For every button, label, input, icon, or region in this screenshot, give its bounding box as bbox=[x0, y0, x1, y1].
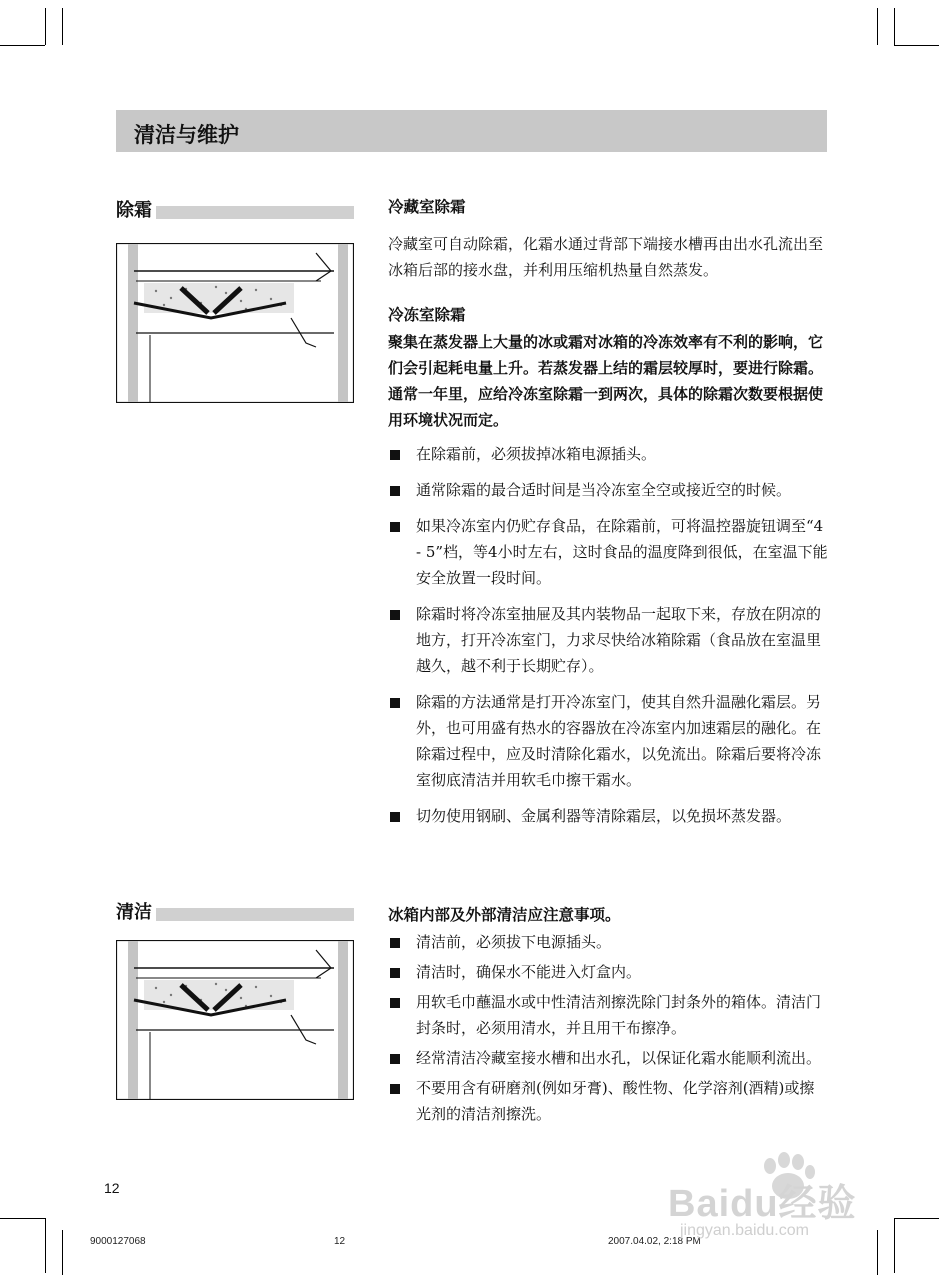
freezer-defrost-list bbox=[388, 441, 828, 829]
crop-mark bbox=[45, 1218, 46, 1273]
list-item: 除霜的方法通常是打开冷冻室门，使其自然升温融化霜层。另外，也可用盛有热水的容器放在冷冻室内加速霜层的融化。在除霜过程中，应及时清除化霜水，以免流出。除霜后要将冷冻室彻底清洁并用软毛巾擦干霜水。 bbox=[388, 689, 828, 793]
footer-date: 2007.04.02, 2:18 PM bbox=[608, 1236, 701, 1247]
list-item: 除霜时将冷冻室抽屉及其内装物品一起取下来，存放在阴凉的地方，打开冷冻室门，力求尽快给冰箱除霜（食品放在室温里越久，越不利于长期贮存）。 bbox=[388, 601, 828, 679]
crop-mark bbox=[0, 45, 45, 46]
list-item: 切勿使用钢刷、金属利器等清除霜层，以免损坏蒸发器。 bbox=[388, 803, 828, 829]
bullet-square-icon bbox=[390, 998, 400, 1008]
fridge-defrost-text: 冷藏室可自动除霜，化霜水通过背部下端接水槽再由出水孔流出至冰箱后部的接水盘，并利用压缩机热量自然蒸发。 bbox=[388, 235, 824, 279]
bullet-square-icon bbox=[390, 938, 400, 948]
defrost-column bbox=[388, 195, 828, 829]
crop-mark bbox=[894, 1218, 939, 1219]
crop-mark bbox=[45, 8, 46, 45]
list-item: 经常清洁冷藏室接水槽和出水孔，以保证化霜水能顺利流出。 bbox=[388, 1045, 828, 1071]
list-item: 用软毛巾蘸温水或中性清洁剂擦洗除门封条外的箱体。清洁门封条时，必须用清水，并且用干布擦净。 bbox=[388, 989, 828, 1041]
watermark-url: jingyan.baidu.com bbox=[680, 1222, 809, 1239]
crop-mark bbox=[62, 8, 63, 45]
cleaning-list bbox=[388, 929, 828, 1127]
defrost-illustration bbox=[116, 243, 354, 403]
cleaning-column bbox=[388, 903, 828, 1127]
crop-mark bbox=[0, 1218, 45, 1219]
list-item: 在除霜前，必须拔掉冰箱电源插头。 bbox=[388, 441, 828, 467]
bullet-square-icon bbox=[390, 968, 400, 978]
section-banner bbox=[116, 110, 827, 152]
crop-mark bbox=[62, 1230, 63, 1275]
footer-doc-id: 9000127068 bbox=[90, 1236, 146, 1247]
bullet-square-icon bbox=[390, 610, 400, 620]
bullet-square-icon bbox=[390, 450, 400, 460]
crop-mark bbox=[877, 8, 878, 45]
freezer-defrost-intro: 聚集在蒸发器上大量的冰或霜对冰箱的冷冻效率有不利的影响，它们会引起耗电量上升。若蒸发器上结的霜层较厚时，要进行除霜。通常一年里，应给冷冻室除霜一到两次，具体的除霜次数要根据使用环境状况而定。 bbox=[388, 333, 824, 429]
footer-page: 12 bbox=[334, 1236, 346, 1247]
watermark-logo: Baidu经验 bbox=[668, 1183, 857, 1225]
bullet-square-icon bbox=[390, 522, 400, 532]
bullet-square-icon bbox=[390, 812, 400, 822]
cleaning-side-title: 清洁 bbox=[116, 898, 156, 924]
bullet-square-icon bbox=[390, 486, 400, 496]
bullet-square-icon bbox=[390, 1084, 400, 1094]
page-number: 12 bbox=[104, 1180, 120, 1196]
list-item: 如果冷冻室内仍贮存食品，在除霜前，可将温控器旋钮调至“4 - 5”档，等4小时左右，这时食品的温度降到很低，在室温下能安全放置一段时间。 bbox=[388, 513, 828, 591]
bullet-square-icon bbox=[390, 1054, 400, 1064]
list-item: 清洁前，必须拔下电源插头。 bbox=[388, 929, 828, 955]
cleaning-illustration bbox=[116, 940, 354, 1100]
list-item: 不要用含有研磨剂(例如牙膏)、酸性物、化学溶剂(酒精)或擦光剂的清洁剂擦洗。 bbox=[388, 1075, 828, 1127]
defrost-side-heading bbox=[116, 196, 354, 220]
list-item: 通常除霜的最合适时间是当冷冻室全空或接近空的时候。 bbox=[388, 477, 828, 503]
cleaning-side-heading bbox=[116, 898, 354, 922]
baidu-watermark bbox=[660, 1150, 900, 1250]
cleaning-heading: 冰箱内部及外部清洁应注意事项。 bbox=[388, 906, 621, 924]
fridge-defrost-heading: 冷藏室除霜 bbox=[388, 198, 466, 216]
freezer-defrost-heading: 冷冻室除霜 bbox=[388, 306, 466, 324]
page-title: 清洁与维护 bbox=[134, 123, 239, 147]
crop-mark bbox=[894, 8, 895, 45]
crop-mark bbox=[894, 45, 939, 46]
list-item: 清洁时，确保水不能进入灯盒内。 bbox=[388, 959, 828, 985]
bullet-square-icon bbox=[390, 698, 400, 708]
defrost-side-title: 除霜 bbox=[116, 196, 156, 222]
